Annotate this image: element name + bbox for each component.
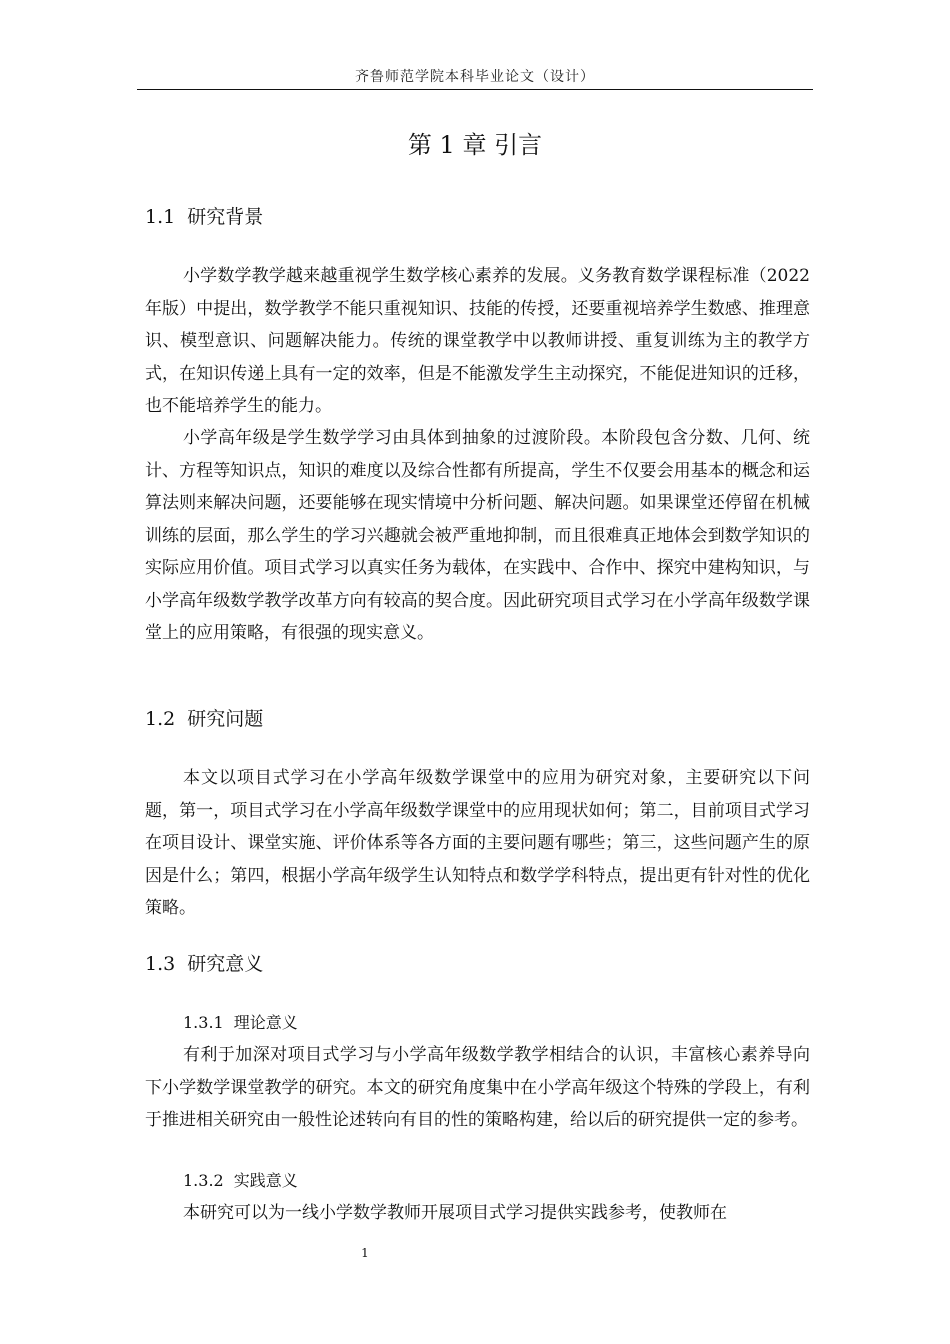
subsection-number: 1.3.1: [183, 1013, 224, 1032]
paragraph: 本文以项目式学习在小学高年级数学课堂中的应用为研究对象，主要研究以下问题，第一，项目式学习在小学高年级数学课堂中的应用现状如何；第二，目前项目式学习在项目设计、课堂实施、评价体系等各方面的主要问题有哪些；第三，这些问题产生的原因是什么；第四，根据小学高年级学生认知特点和数学学科特点，提出更有针对性的优化策略。: [145, 768, 810, 918]
section-title: 研究背景: [187, 206, 264, 228]
subsection-number: 1.3.2: [183, 1171, 224, 1190]
paragraph: 小学高年级是学生数学学习由具体到抽象的过渡阶段。本阶段包含分数、几何、统计、方程等知识点，知识的难度以及综合性都有所提高，学生不仅要会用基本的概念和运算法则来解决问题，还要能够在现实情境中分析问题、解决问题。如果课堂还停留在机械训练的层面，那么学生的学习兴趣就会被严重地抑制，而且很难真正地体会到数学知识的实际应用价值。项目式学习以真实任务为载体，在实践中、合作中、探究中建构知识，与小学高年级数学教学改革方向有较高的契合度。因此研究项目式学习在小学高年级数学课堂上的应用策略，有很强的现实意义。: [145, 428, 810, 643]
running-header: 齐鲁师范学院本科毕业论文（设计）: [355, 69, 595, 85]
section-heading-1-1: [145, 203, 263, 231]
section-title: 研究意义: [187, 953, 264, 975]
header-rule: [137, 89, 813, 90]
section-heading-1-2: [145, 705, 263, 733]
subsection-heading-1-3-2: [183, 1167, 298, 1195]
subsection-title: 实践意义: [233, 1171, 298, 1190]
subsection-title: 理论意义: [233, 1013, 298, 1032]
paragraph: 小学数学教学越来越重视学生数学核心素养的发展。义务教育数学课程标准（2022 年版）中提出，数学教学不能只重视知识、技能的传授，还要重视培养学生数感、推理意识、模型意识、问题解决能力。传统的课堂教学中以教师讲授、重复训练为主的教学方式，在知识传递上具有一定的效率，但是不能激发学生主动探究，不能促进知识的迁移，也不能培养学生的能力。: [145, 266, 810, 416]
section-title: 研究问题: [187, 708, 264, 730]
section-number: 1.1: [145, 206, 176, 228]
paragraph: 有利于加深对项目式学习与小学高年级数学教学相结合的认识，丰富核心素养导向下小学数学课堂教学的研究。本文的研究角度集中在小学高年级这个特殊的学段上，有利于推进相关研究由一般性论述转向有目的性的策略构建，给以后的研究提供一定的参考。: [145, 1045, 810, 1130]
section-heading-1-3: [145, 950, 263, 978]
page-number: 1: [361, 1246, 369, 1260]
subsection-heading-1-3-1: [183, 1009, 298, 1037]
chapter-title: 第 1 章 引言: [407, 131, 543, 159]
section-number: 1.2: [145, 708, 176, 730]
paragraph: 本研究可以为一线小学数学教师开展项目式学习提供实践参考，使教师在: [183, 1203, 727, 1223]
section-number: 1.3: [145, 953, 176, 975]
